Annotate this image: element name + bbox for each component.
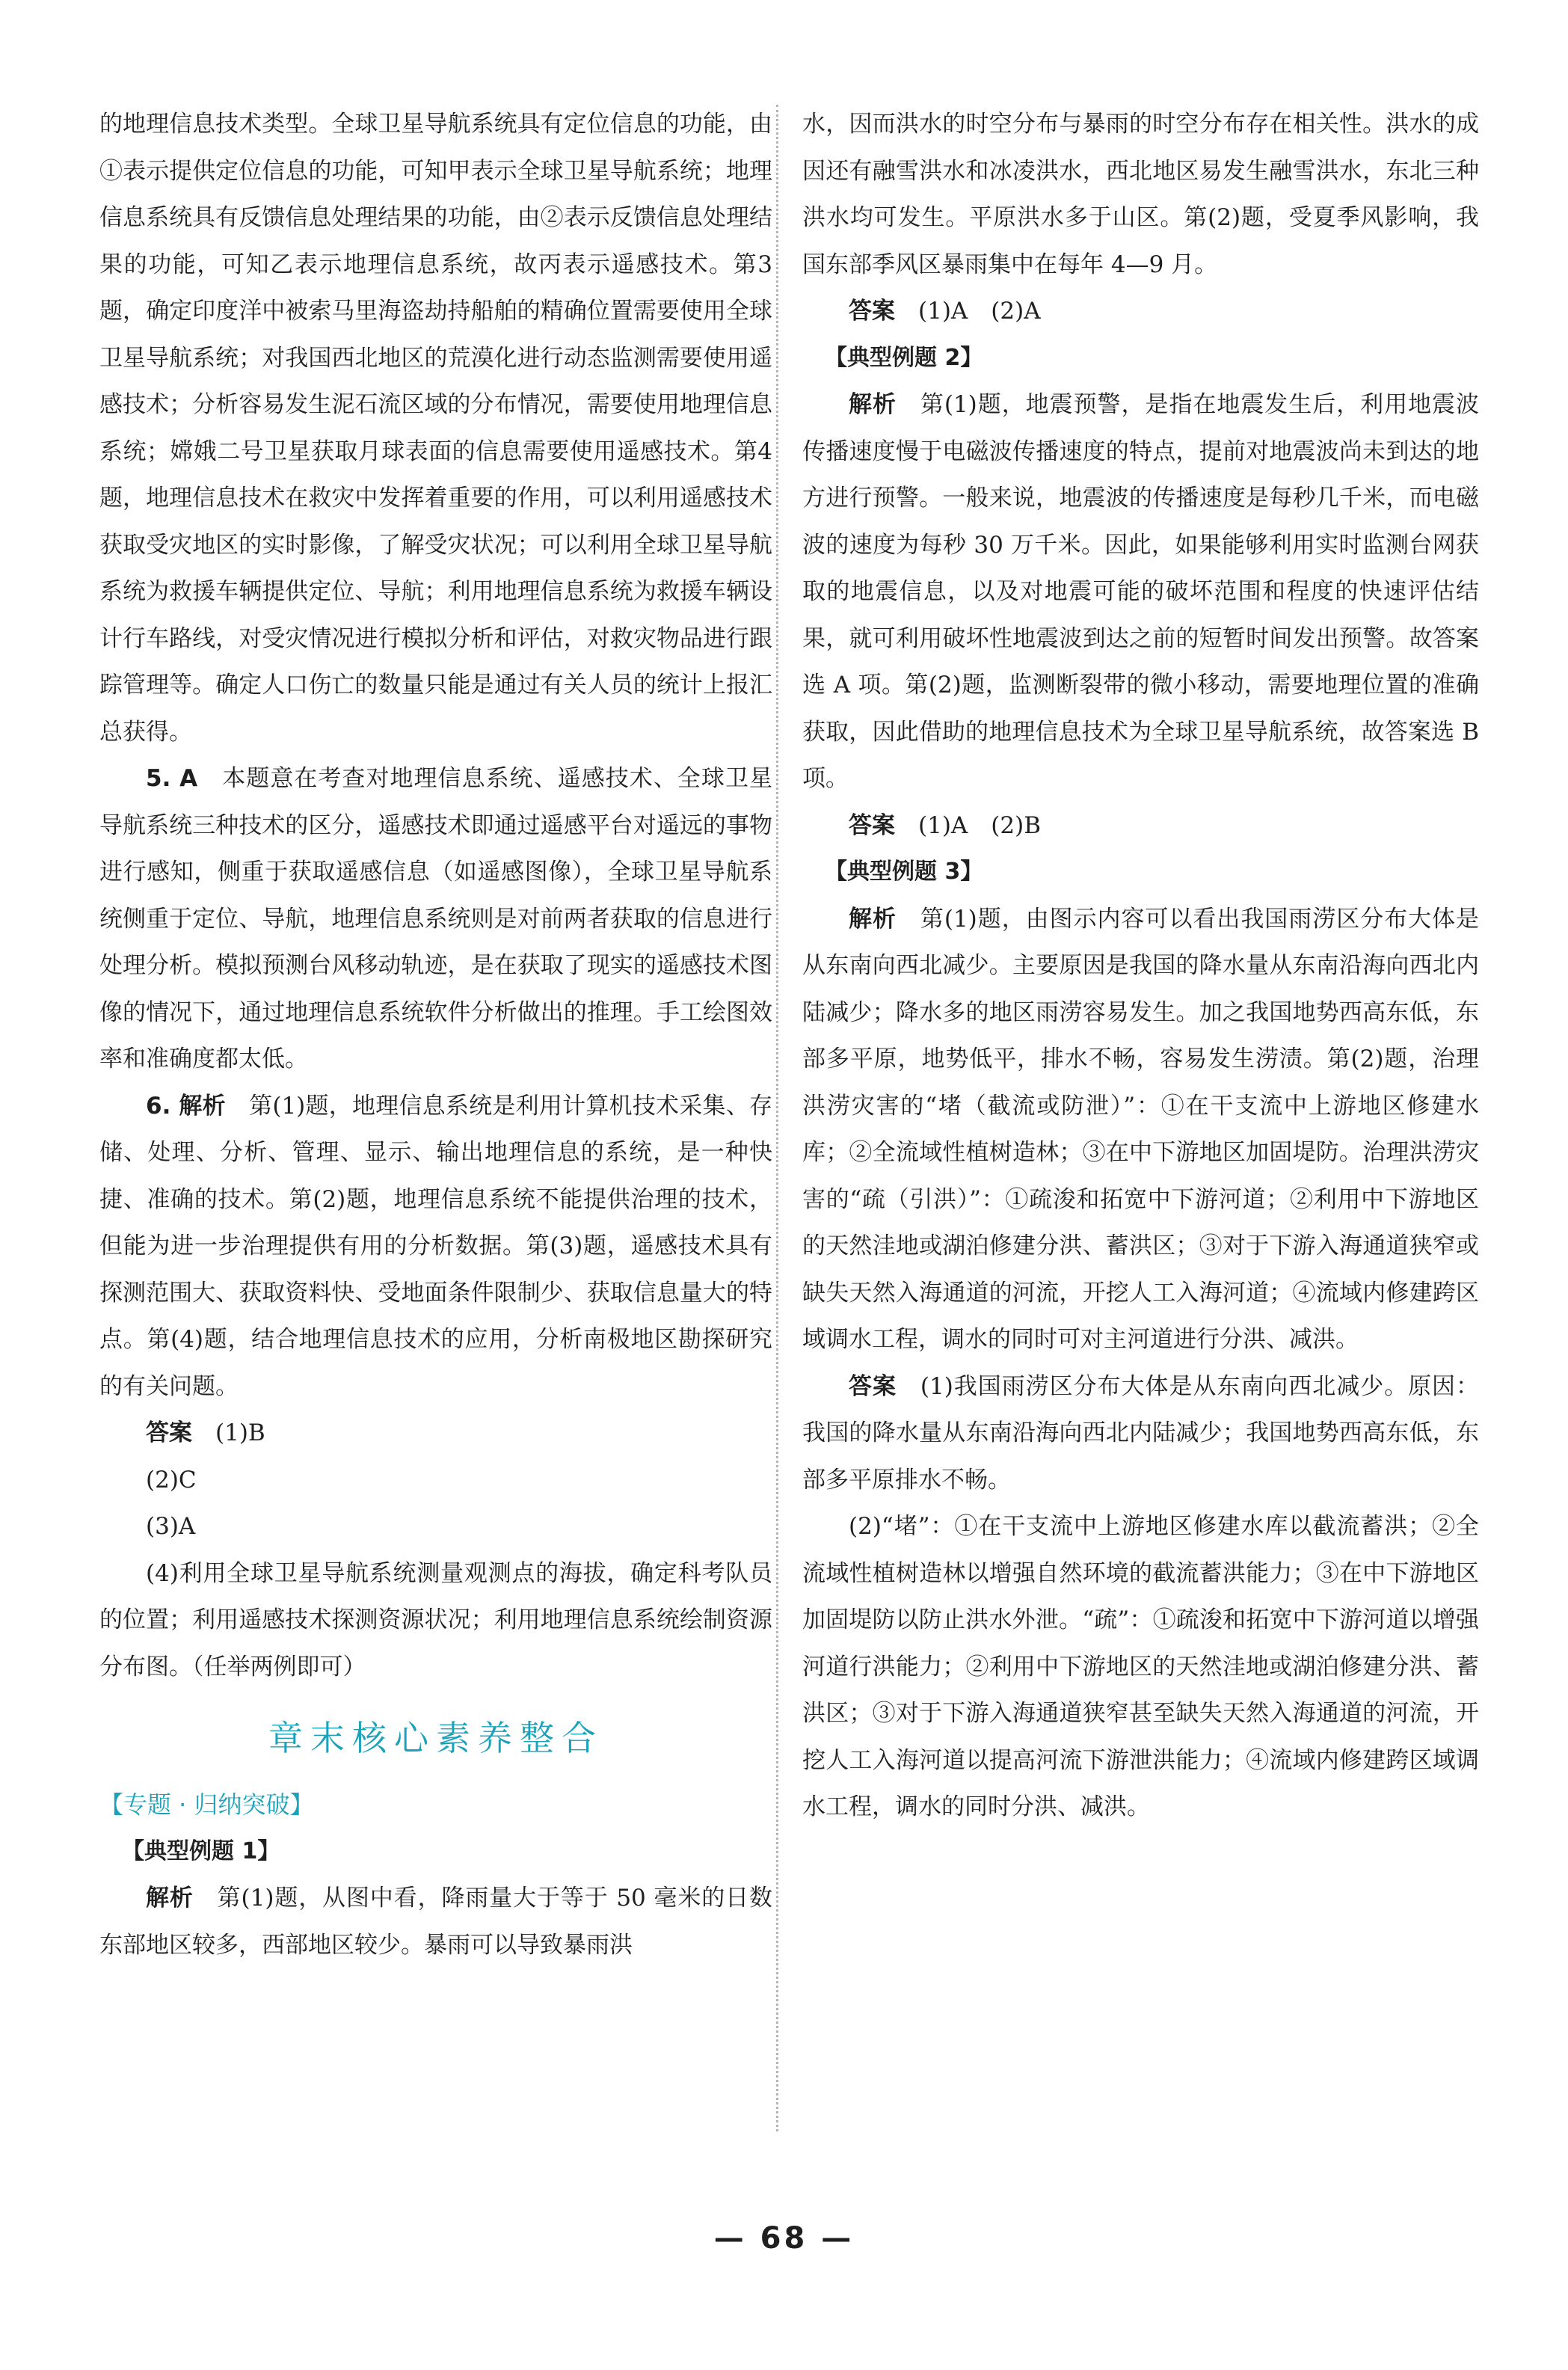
example-3-explanation (802, 896, 1479, 1363)
question-5-text: 本题意在考查对地理信息系统、遥感技术、全球卫星导航系统三种技术的区分，遥感技术即通过遥感平台对遥远的事物进行感知，侧重于获取遥感信息（如遥感图像），全球卫星导航系统侧重于定位、导航，地理信息系统则是对前两者获取的信息进行处理分析。模拟预测台风移动轨迹，是在获取了现实的遥感技术图像的情况下，通过地理信息系统软件分析做出的推理。手工绘图效率和准确度都太低。 (99, 765, 773, 1072)
answer-item-3: (3)A (146, 1513, 196, 1540)
question-6-text: 第(1)题，地理信息系统是利用计算机技术采集、存储、处理、分析、管理、显示、输出地理信息的系统，是一种快捷、准确的技术。第(2)题，地理信息系统不能提供治理的技术，但能为进一步治理提供有用的分析数据。第(3)题，遥感技术具有探测范围大、获取资料快、受地面条件限制少、获取信息量大的特点。第(4)题，结合地理信息技术的应用，分析南极地区勘探研究的有关问题。 (99, 1092, 773, 1400)
example-2-text: 第(1)题，地震预警，是指在地震发生后，利用地震波传播速度慢于电磁波传播速度的特点，提前对地震波尚未到达的地方进行预警。一般来说，地震波的传播速度是每秒几千米，而电磁波的速度为每秒 30 万千米。因此，如果能够利用实时监测台网获取的地震信息，以及对地震可能的破坏范围和程度的快速评估结果，就可利用破坏性地震波到达之前的短暂时间发出预警。故答案选 A 项。第(2)题，监测断裂带的微小移动，需要地理位置的准确获取，因此借助的地理信息技术为全球卫星导航系统，故答案选 B 项。 (802, 391, 1480, 792)
question-5-label: 5. A (146, 765, 198, 792)
section-title: 章末核心素养整合 (268, 1718, 603, 1758)
example-1-answer (802, 288, 1479, 335)
column-divider (776, 105, 778, 2131)
example-2-jiexi-label: 解析 (849, 391, 897, 418)
example-1-heading: 【典型例题 1】 (122, 1838, 280, 1864)
example-1-explanation (99, 1875, 772, 1968)
example-2-answer-label: 答案 (849, 811, 895, 839)
answer-item-4: (4)利用全球卫星导航系统测量观测点的海拔，确定科考队员的位置；利用遥感技术探测资源状况；利用地理信息系统绘制资源分布图。（任举两例即可） (99, 1559, 772, 1680)
answer-item-2: (2)C (146, 1466, 197, 1493)
question-5-explanation (99, 755, 772, 1083)
example-1-jiexi-label: 解析 (146, 1885, 194, 1912)
answer-item-1: (1)B (215, 1419, 265, 1446)
example-3-answer-1: (1)我国雨涝区分布大体是从东南向西北减少。原因：我国的降水量从东南沿海向西北内陆减少；我国地势西高东低，东部多平原排水不畅。 (802, 1372, 1480, 1493)
example-2-answer-text: (1)A (2)B (918, 811, 1041, 839)
example-3-text: 第(1)题，由图示内容可以看出我国雨涝区分布大体是从东南向西北减少。主要原因是我国的降水量从东南沿海向西北内陆减少；降水多的地区雨涝容易发生。加之我国地势西高东低，东部多平原，地势低平，排水不畅，容易发生涝渍。第(2)题，治理洪涝灾害的“堵（截流或防泄）”：①在干支流中上游地区修建水库；②全流域性植树造林；③在中下游地区加固堤防。治理洪涝灾害的“疏（引洪）”：①疏浚和拓宽中下游河道；②利用中下游地区的天然洼地或湖泊修建分洪、蓄洪区；③对于下游入海通道狭窄或缺失天然入海通道的河流，开挖人工入海河道；④流域内修建跨区域调水工程，调水的同时可对主河道进行分洪、减洪。 (802, 905, 1480, 1353)
example-2-explanation (802, 381, 1479, 802)
page-number: — 68 — (713, 2221, 855, 2256)
example-3-jiexi-label: 解析 (849, 905, 897, 933)
example-1-text: 第(1)题，从图中看，降雨量大于等于 50 毫米的日数东部地区较多，西部地区较少。暴雨可以导致暴雨洪 (99, 1885, 773, 1959)
example-2-heading: 【典型例题 2】 (825, 344, 983, 371)
topic-heading: 【专题 · 归纳突破】 (99, 1790, 314, 1819)
example-3-heading: 【典型例题 3】 (825, 859, 983, 885)
example-2-answer (802, 802, 1479, 850)
question-6-label: 6. 解析 (146, 1092, 226, 1120)
right-column (802, 101, 1479, 1831)
example-3-answer-label: 答案 (849, 1372, 897, 1400)
example-1-answer-text: (1)A (2)A (918, 298, 1041, 325)
example-1-answer-label: 答案 (849, 298, 895, 325)
question-6-explanation (99, 1083, 772, 1410)
question-6-answer (99, 1410, 772, 1457)
paragraph-continued: 的地理信息技术类型。全球卫星导航系统具有定位信息的功能，由①表示提供定位信息的功能，可知甲表示全球卫星导航系统；地理信息系统具有反馈信息处理结果的功能，由②表示反馈信息处理结果的功能，可知乙表示地理信息系统，故丙表示遥感技术。第3题，确定印度洋中被索马里海盗劫持船舶的精确位置需要使用全球卫星导航系统；对我国西北地区的荒漠化进行动态监测需要使用遥感技术；分析容易发生泥石流区域的分布情况，需要使用地理信息系统；嫦娥二号卫星获取月球表面的信息需要使用遥感技术。第4题，地理信息技术在救灾中发挥着重要的作用，可以利用遥感技术获取受灾地区的实时影像，了解受灾状况；可以利用全球卫星导航系统为救援车辆提供定位、导航；利用地理信息系统为救援车辆设计行车路线，对受灾情况进行模拟分析和评估，对救灾物品进行跟踪管理等。确定人口伤亡的数量只能是通过有关人员的统计上报汇总获得。 (99, 111, 772, 746)
example-3-answer-2: (2)“堵”：①在干支流中上游地区修建水库以截流蓄洪；②全流域性植树造林以增强自然环境的截流蓄洪能力；③在中下游地区加固堤防以防止洪水外泄。“疏”：①疏浚和拓宽中下游河道以增强河道行洪能力；②利用中下游地区的天然洼地或湖泊修建分洪、蓄洪区；③对于下游入海通道狭窄甚至缺失天然入海通道的河流，开挖人工入海河道以提高河流下游泄洪能力；④流域内修建跨区域调水工程，调水的同时分洪、减洪。 (802, 1513, 1479, 1820)
example-1-continued: 水，因而洪水的时空分布与暴雨的时空分布存在相关性。洪水的成因还有融雪洪水和冰凌洪水，西北地区易发生融雪洪水，东北三种洪水均可发生。平原洪水多于山区。第(2)题，受夏季风影响，我国东部季风区暴雨集中在每年 4—9 月。 (802, 111, 1479, 278)
left-column (99, 101, 772, 1968)
answer-label: 答案 (146, 1419, 192, 1446)
example-3-answer (802, 1363, 1479, 1504)
